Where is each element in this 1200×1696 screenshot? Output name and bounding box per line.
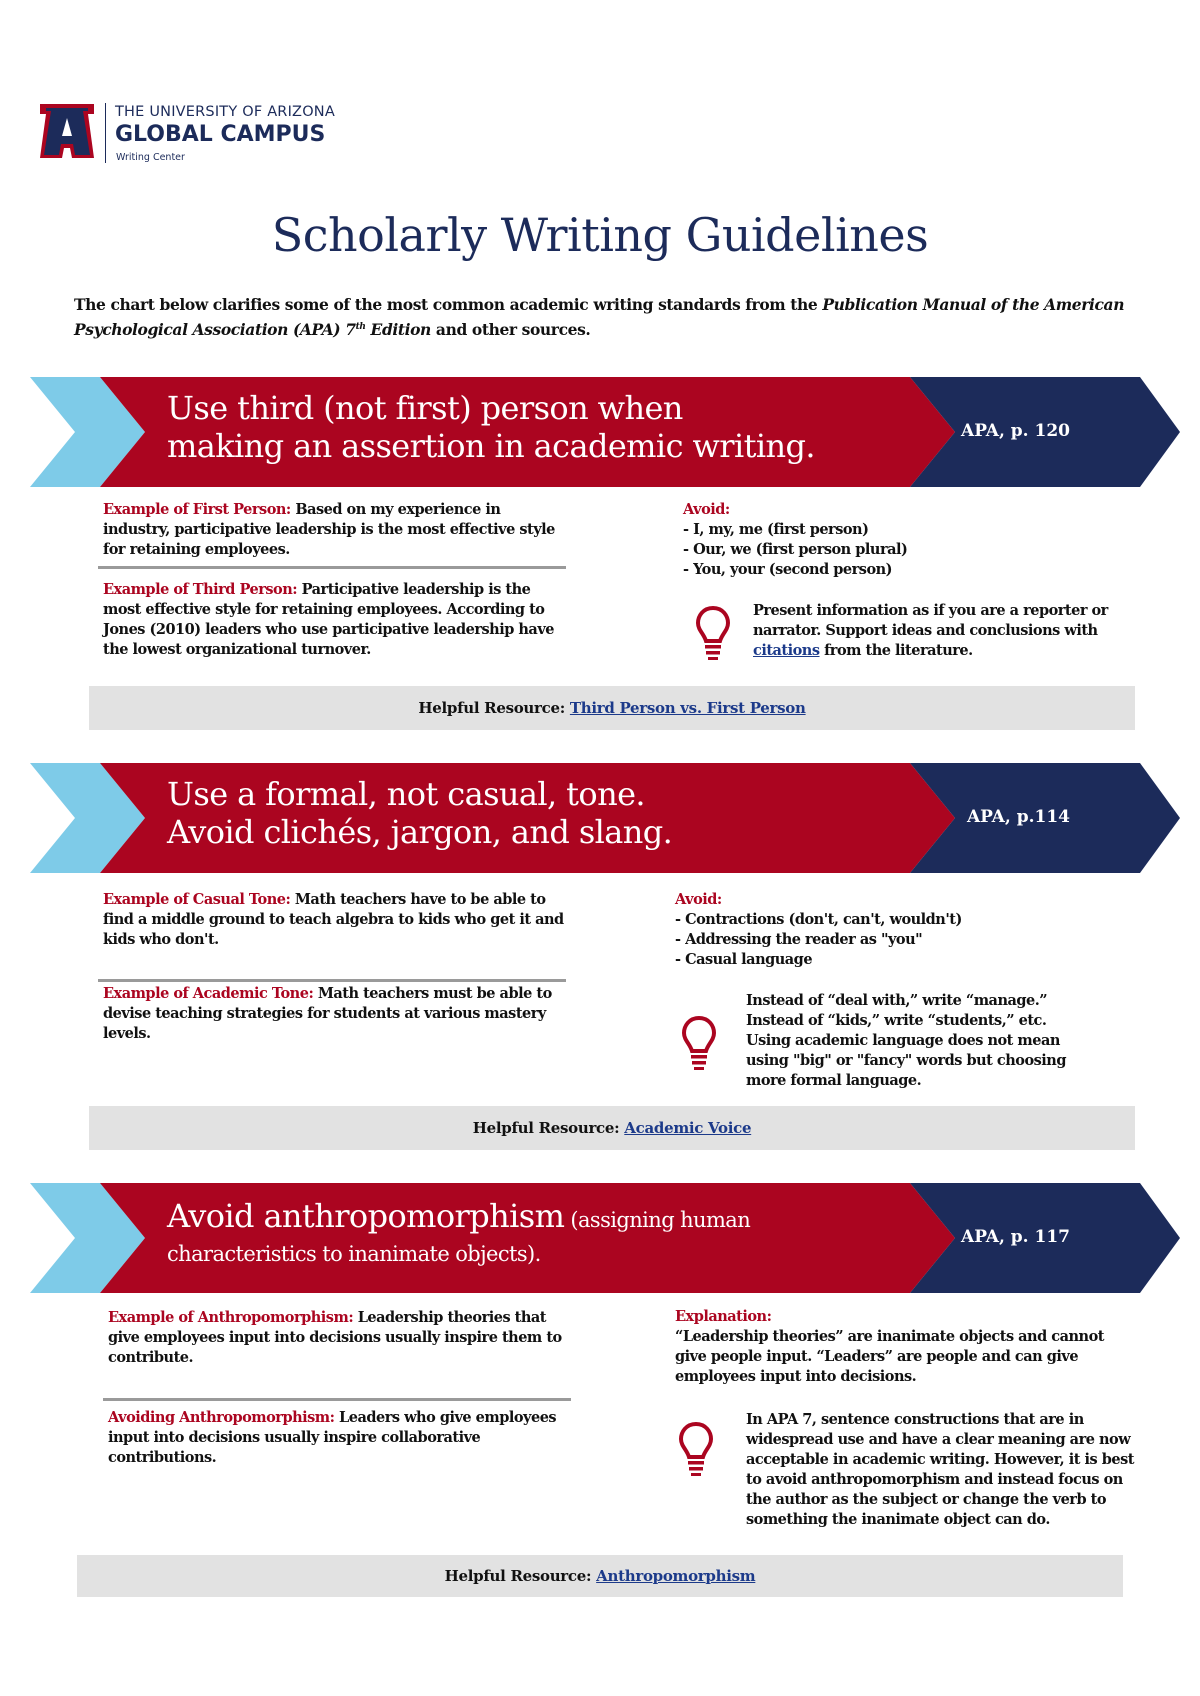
resource-link-third-person[interactable]: Third Person vs. First Person	[569, 699, 806, 717]
example-third-person: Example of Third Person: Participative leadership is the most effective style for retaining employees. According to Jones (2010) leaders who use participative leadership have the lowest organizational turnover.	[103, 581, 554, 658]
list-item: - Contractions (don't, can't, wouldn't)	[675, 911, 962, 928]
apa-reference: APA, p. 117	[961, 1227, 1070, 1247]
helpful-resource-bar: Helpful Resource: Third Person vs. First Person	[89, 686, 1135, 730]
list-item: - Casual language	[675, 951, 813, 968]
example-avoiding-anthropomorphism: Avoiding Anthropomorphism: Leaders who give employees input into decisions usually inspire collaborative contributions.	[108, 1409, 557, 1466]
tip-text: Instead of “deal with,” write “manage.” Instead of “kids,” write “students,” etc. Using academic language does not mean using "big" or "fancy" words but choosing more formal language.	[746, 992, 1066, 1089]
avoid-list: Avoid: - I, my, me (first person) - Our, we (first person plural) - You, your (second person)	[683, 500, 1123, 580]
lightbulb-icon	[695, 604, 731, 660]
example-first-person: Example of First Person: Based on my experience in industry, participative leadership is the most effective style for retaining employees.	[103, 501, 555, 558]
logo-university-name: THE UNIVERSITY OF ARIZONA	[115, 104, 335, 120]
page-title: Scholarly Writing Guidelines	[271, 208, 929, 262]
resource-link-anthropomorphism[interactable]: Anthropomorphism	[596, 1567, 756, 1585]
avoid-list: Avoid: - Contractions (don't, can't, wouldn't) - Addressing the reader as "you" - Casual language	[675, 890, 1115, 970]
explanation-block: Explanation: “Leadership theories” are inanimate objects and cannot give people input. “Leaders” are people and can give employees input into decisions.	[675, 1308, 1104, 1385]
logo-campus-name: GLOBAL CAMPUS	[115, 122, 326, 147]
apa-reference: APA, p. 120	[961, 421, 1070, 441]
banner-third-person	[30, 377, 1180, 487]
banner-title: Use a formal, not casual, tone. Avoid clichés, jargon, and slang.	[167, 775, 673, 851]
tip-text: In APA 7, sentence constructions that are in widespread use and have a clear meaning are now acceptable in academic writing. However, it is best to avoid anthropomorphism and instead focus on the author as the subject or change the verb to something the inanimate object can do.	[746, 1411, 1134, 1528]
apa-reference: APA, p.114	[966, 807, 1070, 827]
banner-anthropomorphism	[30, 1183, 1180, 1293]
helpful-resource-bar: Helpful Resource: Anthropomorphism	[77, 1555, 1123, 1597]
university-logo-icon	[36, 100, 98, 162]
banner-title: Use third (not first) person when making an assertion in academic writing.	[167, 389, 815, 465]
helpful-resource-bar: Helpful Resource: Academic Voice	[89, 1106, 1135, 1150]
list-item: - Our, we (first person plural)	[683, 541, 908, 558]
banner-title: Avoid anthropomorphism (assigning human characteristics to inanimate objects).	[167, 1197, 751, 1266]
list-item: - I, my, me (first person)	[683, 521, 869, 538]
example-casual-tone: Example of Casual Tone: Math teachers have to be able to find a middle ground to teach algebra to kids who get it and kids who don't.	[103, 891, 564, 948]
logo-writing-center: Writing Center	[116, 152, 185, 163]
lightbulb-icon	[681, 1014, 717, 1070]
logo-divider	[105, 103, 106, 163]
example-anthropomorphism: Example of Anthropomorphism: Leadership theories that give employees input into decisions usually inspire them to contribute.	[108, 1309, 562, 1366]
example-academic-tone: Example of Academic Tone: Math teachers must be able to devise teaching strategies for students at various mastery levels.	[103, 985, 552, 1042]
intro-paragraph: The chart below clarifies some of the most common academic writing standards from the Publication Manual of the American Psychological Association (APA) 7th Edition and other sources.	[74, 295, 1125, 340]
lightbulb-icon	[678, 1420, 714, 1476]
resource-link-academic-voice[interactable]: Academic Voice	[624, 1119, 752, 1137]
divider	[103, 1398, 571, 1401]
divider	[98, 566, 566, 569]
banner-formal-tone	[30, 763, 1180, 873]
divider	[98, 979, 566, 982]
tip-text: Present information as if you are a reporter or narrator. Support ideas and conclusions with citations from the literature.	[753, 602, 1108, 659]
svg-text:A: A	[67, 126, 69, 128]
list-item: - You, your (second person)	[683, 561, 893, 578]
citations-link[interactable]: citations	[753, 642, 820, 659]
list-item: - Addressing the reader as "you"	[675, 931, 923, 948]
